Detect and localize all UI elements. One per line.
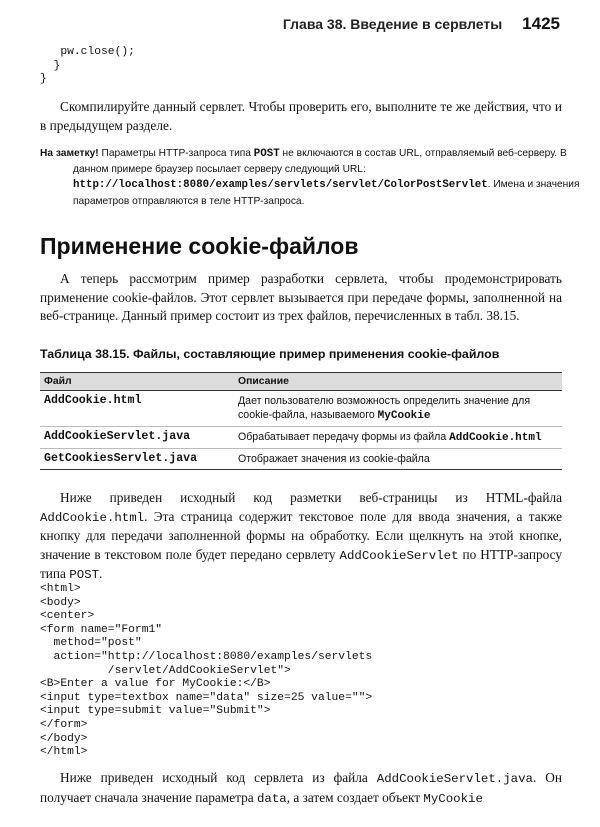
paragraph-text: Ниже приведен исходный код сервлета из файла [60, 770, 377, 785]
table-cell-description [234, 449, 562, 470]
description-code: MyCookie [377, 410, 431, 422]
page-number: 1425 [522, 14, 560, 33]
note-code-post: POST [253, 148, 280, 160]
paragraph-html-source [40, 489, 562, 585]
section-heading: Применение cookie-файлов [40, 233, 359, 259]
note-box [40, 146, 597, 209]
paragraph-intro: А теперь рассмотрим пример разработки сервлета, чтобы продемонстрировать применение cookie-файлов. Этот сервлет вызывается при передаче формы, заполненной на веб-странице. Данный пример состоит из трех файлов, перечисленных в табл. 38.15. [40, 271, 562, 324]
table-header-file: Файл [40, 373, 234, 391]
paragraph-compile: Скомпилируйте данный сервлет. Чтобы проверить его, выполните те же действия, что и в предыдущем разделе. [40, 99, 562, 133]
chapter-title: Глава 38. Введение в сервлеты [282, 16, 503, 32]
table-cell-file: GetCookiesServlet.java [40, 449, 234, 470]
table-header-description: Описание [234, 373, 562, 391]
table-cell-file: AddCookieServlet.java [40, 427, 234, 449]
table-cell-file: AddCookie.html [40, 391, 234, 427]
inline-code: AddCookieServlet [339, 548, 459, 563]
note-code-url: http://localhost:8080/examples/servlets/servlet/ColorPostServlet [73, 179, 488, 192]
table-cell-description [234, 427, 562, 449]
note-text: не включаются в состав URL, отправляемый веб-серверу. В данном примере браузер посылает серверу следующий URL: [73, 148, 567, 176]
paragraph-text: , а затем создает объект [286, 789, 424, 805]
table-header-row [40, 373, 562, 391]
code-listing-servlet-end: pw.close(); } } [40, 46, 135, 86]
files-table [40, 372, 562, 470]
paragraph-text: . [99, 566, 103, 582]
description-text: Дает пользователю возможность определить значение для cookie-файла, называемого [238, 395, 531, 421]
inline-code: data [256, 791, 287, 806]
inline-code: AddCookie.html [40, 510, 145, 525]
table-row [40, 391, 562, 427]
paragraph-text: . Эта страница содержит текстовое поле для ввода значения, а также кнопку для передачи заполненной формы на обработку. Если щелкнуть на этой кнопке, значение в текстовом поле будет передано сервлету [40, 508, 562, 562]
code-listing-html: <html> <body> <center> <form name="Form1" method="post" action="http://localhost:8080/examples/servlets /servlet/AddCookieServlet"> <B>Enter a value for MyCookie:</B> <input type=textbox name="data" size=25 value=""> <input type=submit value="Submit"> </form> </body> </html> [40, 583, 373, 759]
table-row [40, 427, 562, 449]
inline-code: AddCookieServlet.java [376, 772, 533, 786]
paragraph-text: по HTTP-запросу типа [40, 546, 562, 582]
description-text: Обрабатывает передачу формы из файла [238, 431, 450, 443]
paragraph-servlet-source [40, 769, 562, 808]
note-text: Параметры HTTP-запроса типа [98, 148, 254, 159]
table-cell-description [234, 391, 562, 427]
note-label: На заметку! [40, 148, 99, 159]
table-caption: Таблица 38.15. Файлы, составляющие пример применения cookie-файлов [40, 347, 500, 361]
table-row [40, 449, 562, 470]
note-text: . Имена и значения параметров отправляются в теле HTTP-запроса. [73, 179, 580, 207]
paragraph-text: . Он получает сначала значение параметра [40, 770, 562, 805]
paragraph-text: Ниже приведен исходный код разметки веб-страницы из HTML-файла [60, 490, 562, 505]
description-text: Отображает значения из cookie-файла [238, 453, 430, 465]
running-head [283, 14, 560, 34]
description-code: AddCookie.html [449, 432, 542, 444]
inline-code: POST [69, 568, 100, 583]
inline-code: MyCookie [423, 791, 483, 806]
